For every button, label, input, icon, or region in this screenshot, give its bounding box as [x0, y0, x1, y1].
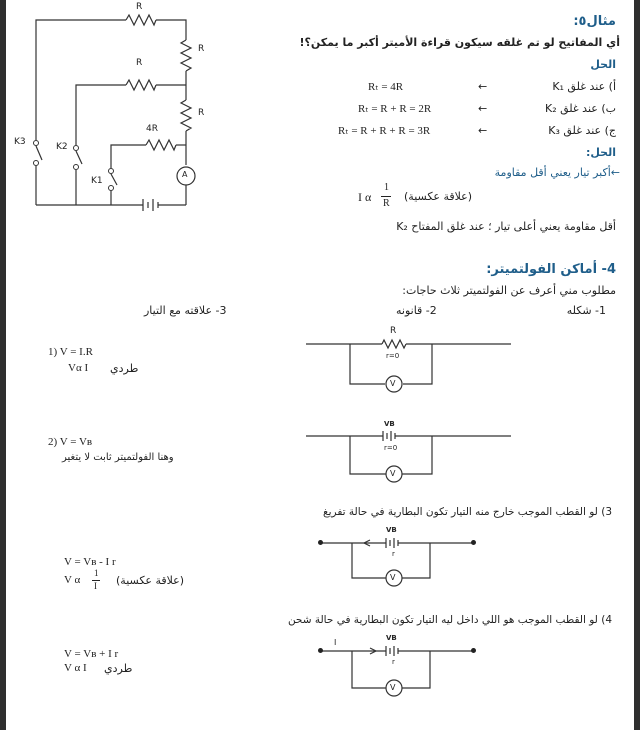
section4-col1: 1- شكله [566, 304, 606, 317]
case3-title: 3) لو القطب الموجب خارج منه التيار تكون البطارية في حالة تفريغ [323, 506, 612, 518]
section4-col3: 3- علاقته مع التيار [144, 304, 227, 317]
case-b-label: ب) عند غلق K₂ [545, 102, 616, 115]
case4-vb: VB [386, 634, 397, 642]
case4-r: r [392, 658, 395, 666]
case2-v: V [390, 469, 396, 478]
case4-title: 4) لو القطب الموجب هو اللي داخل ليه التيار تكون البطارية في حالة شحن [287, 614, 612, 626]
solution-line: ←أكبر تيار يعني أقل مقاومة [494, 166, 620, 179]
case1-r0: r=0 [386, 352, 400, 360]
case2-vb: VB [384, 420, 395, 428]
case-a-label: أ) عند غلق K₁ [552, 80, 616, 93]
case1-r-label: R [390, 326, 397, 336]
label-r-top: R [136, 2, 143, 12]
case-c-arrow: ← [478, 124, 488, 137]
case4-rel-ar: طردي [104, 662, 133, 675]
relation-i: I α [358, 190, 372, 204]
relation-note: (علاقة عكسية) [404, 190, 473, 203]
example-question: أي المفاتيح لو تم غلقه سيكون قراءة الأميتر أكبر ما يمكن؟! [299, 36, 620, 49]
case4-eq: V = Vʙ + I r [64, 648, 119, 660]
case1-eq: 1) V = I.R [48, 346, 93, 358]
case4-rel: V α I [64, 662, 87, 674]
relation-frac-bar [381, 196, 391, 197]
case-b-formula: Rₜ = R + R = 2R [358, 103, 432, 115]
section4-required: مطلوب مني أعرف عن الفولتميتر ثلاث حاجات: [402, 284, 616, 297]
label-r-mid: R [136, 58, 143, 68]
case1-rel: Vα I [68, 362, 89, 374]
case3-rel-v: V α [64, 574, 81, 586]
case3-rel-num: 1 [94, 568, 99, 578]
case3-eq: V = Vʙ - I r [64, 556, 116, 568]
case4-i: I [334, 638, 337, 647]
relation-frac-den: R [383, 198, 390, 209]
conclusion: أقل مقاومة يعني أعلى تيار ؛ عند غلق المفتاح K₂ [396, 220, 616, 233]
terminal-dot-case3 [318, 540, 323, 545]
terminal-dot-case3-right [471, 540, 476, 545]
case1-v: V [390, 379, 396, 388]
case-a-formula: Rₜ = 4R [368, 81, 404, 93]
label-k1: K1 [91, 176, 103, 186]
example-heading: مثال٥: [573, 14, 616, 29]
terminal-dot-case4 [318, 648, 323, 653]
label-r-right2: R [198, 108, 205, 118]
section4-col2: 2- قانونه [396, 304, 437, 317]
case2-r0: r=0 [384, 444, 398, 452]
case-c-label: ج) عند غلق K₃ [548, 124, 616, 137]
case2-eq: 2) V = Vʙ [48, 436, 93, 448]
ammeter-label: A [182, 170, 188, 179]
label-r-right1: R [198, 44, 205, 54]
case-c-formula: Rₜ = R + R + R = 3R [338, 125, 431, 137]
case3-vb: VB [386, 526, 397, 534]
terminal-dot-case4-right [471, 648, 476, 653]
label-k2: K2 [56, 142, 68, 152]
section4-title: 4- أماكن الفولتميتر: [486, 262, 616, 277]
case1-rel-ar: طردي [110, 362, 139, 375]
case2-note: وهنا الفولتميتر ثابت لا يتغير [62, 452, 174, 463]
case4-v: V [390, 683, 396, 692]
case-a-arrow: ← [478, 80, 488, 93]
solution-label: الحل [590, 58, 616, 71]
relation-frac-num: 1 [384, 182, 389, 193]
case3-rel-den: I [94, 581, 97, 591]
solution-label-2: الحل: [585, 146, 616, 159]
label-4r: 4R [146, 124, 158, 134]
label-k3: K3 [14, 137, 26, 147]
case-b-arrow: ← [478, 102, 488, 115]
case3-v: V [390, 573, 396, 582]
case3-r: r [392, 550, 395, 558]
case3-rel-note: (علاقة عكسية) [116, 574, 185, 587]
document-page [6, 0, 634, 730]
